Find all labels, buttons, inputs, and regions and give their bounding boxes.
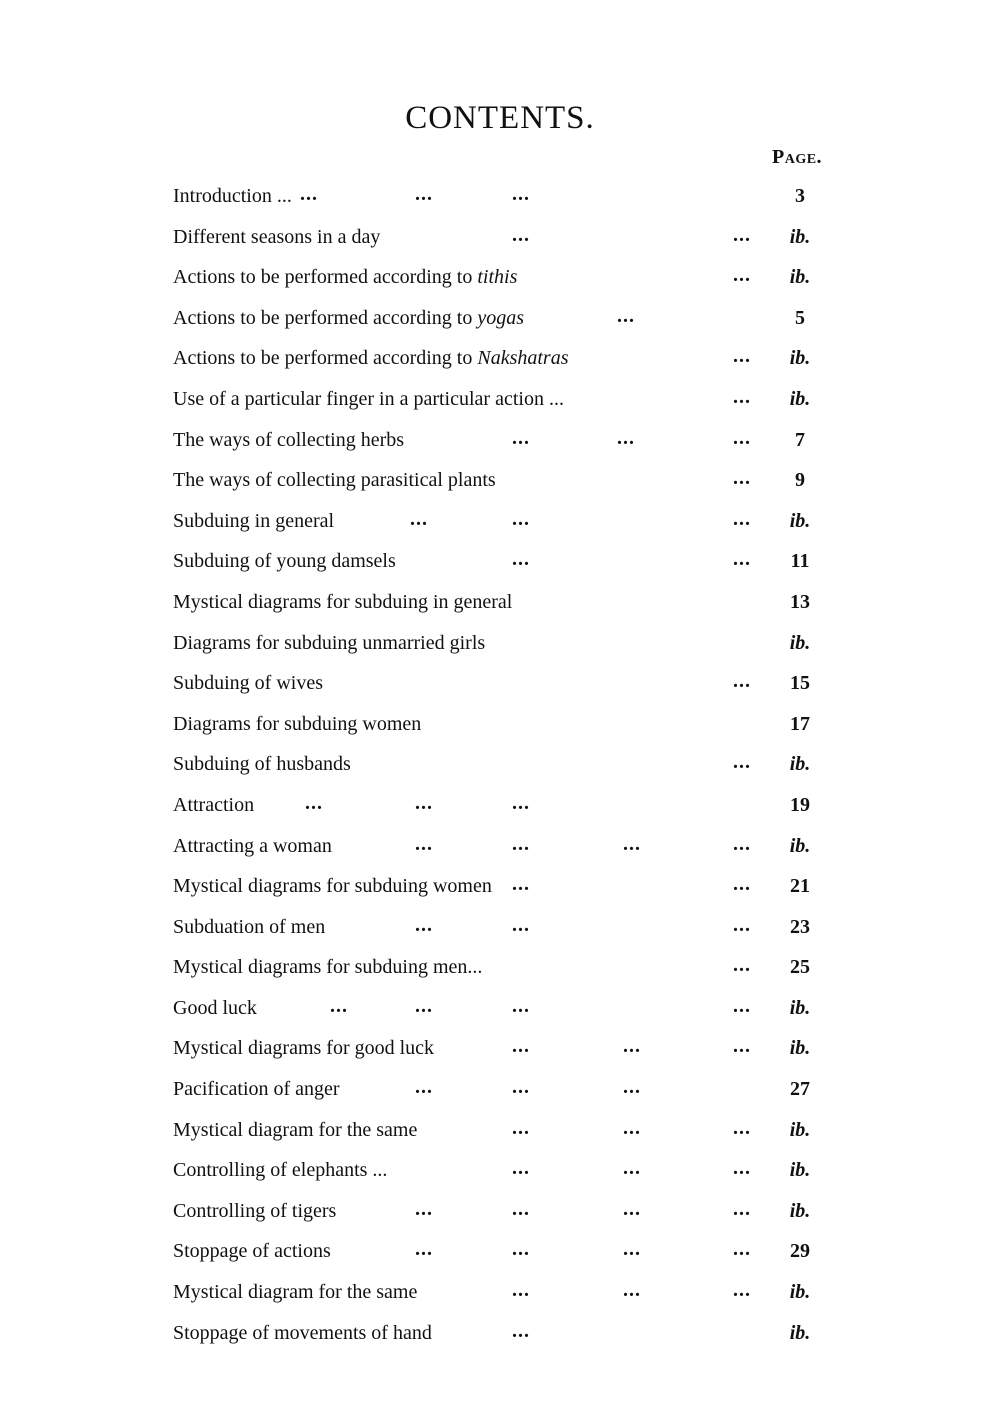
leader-dots: ... [512,1319,530,1342]
toc-page-number: 17 [790,712,810,735]
toc-entry [0,1193,1000,1234]
toc-entry-title [173,909,325,945]
toc-entry-title-text: Use of a particular finger in a particular action ... [173,387,564,410]
toc-entry [0,422,1000,463]
toc-entry-title [173,1233,331,1269]
leader-dots: ... [415,913,433,936]
toc-entry-title [173,584,512,620]
leader-dots: ... [623,1035,641,1058]
leader-dots: ... [512,913,530,936]
toc-page-number: 25 [790,956,810,979]
toc-page-number: ib. [789,509,811,532]
leader-dots: ... [733,1157,751,1180]
leader-dots: ... [415,994,433,1017]
toc-entry-title [173,625,485,661]
leader-dots: ... [512,1035,530,1058]
toc-entry-title-text: Controlling of tigers [173,1199,337,1222]
toc-entry-title-text: Actions to be performed according to [173,347,478,370]
toc-entry [0,828,1000,869]
toc-entry-title-text: Pacification of anger [173,1078,340,1101]
toc-entry-title [173,543,396,579]
toc-entry [0,787,1000,828]
toc-entry-title [173,1193,336,1229]
leader-dots: ... [512,994,530,1017]
leader-dots: ... [733,670,751,693]
toc-entry [0,746,1000,787]
toc-entry-title-text: Subduing in general [173,509,335,532]
leader-dots: ... [415,791,433,814]
toc-entry-title [173,1315,432,1351]
leader-dots: ... [733,913,751,936]
toc-page-number: 29 [790,1240,810,1263]
leader-dots: ... [512,1197,530,1220]
toc-entry-title-text: Actions to be performed according to [173,266,478,289]
toc-entry-title-text: Different seasons in a day [173,225,381,248]
toc-entry [0,868,1000,909]
toc-entry-title-text: Mystical diagrams for subduing in general [173,590,513,613]
toc-entry-title-text: Subduation of men [173,915,326,938]
leader-dots: ... [415,183,433,205]
leader-dots: ... [512,548,530,571]
leader-dots: ... [512,1157,530,1180]
toc-page-number: ib. [789,1281,811,1304]
leader-dots: ... [733,223,751,246]
toc-entry-title-text: Attracting a woman [173,834,332,857]
leader-dots: ... [512,832,530,855]
toc-entry-title-text: Stoppage of movements of hand [173,1321,432,1344]
toc-entry-title [173,1030,434,1066]
toc-page-number: 15 [790,672,810,695]
leader-dots: ... [330,994,348,1017]
toc-entry-title [173,178,292,214]
leader-dots: ... [733,1238,751,1261]
leader-dots: ... [300,183,318,205]
leader-dots: ... [512,1076,530,1099]
toc-page-number: ib. [789,834,811,857]
toc-entry [0,543,1000,584]
toc-page-number: ib. [789,996,811,1019]
toc-entry-title-text: Diagrams for subduing unmarried girls [173,631,486,654]
toc-entry [0,503,1000,544]
leader-dots: ... [512,183,530,205]
toc-entry-title-text: Introduction ... [173,185,292,207]
toc-entry-title-text: The ways of collecting herbs [173,428,405,451]
toc-entry [0,219,1000,260]
toc-entry-title [173,340,568,376]
toc-entry-title [173,300,524,336]
toc-entry-title [173,503,334,539]
leader-dots: ... [512,507,530,530]
toc-entry-title-italic: yogas [477,306,525,329]
toc-entry [0,909,1000,950]
leader-dots: ... [733,832,751,855]
toc-page-number: ib. [789,225,811,248]
toc-entry-title [173,381,564,417]
leader-dots: ... [512,1238,530,1261]
page-column-heading: Page. [772,146,823,168]
leader-dots: ... [733,1279,751,1302]
toc-page-number: ib. [789,1321,811,1344]
leader-dots: ... [733,1197,751,1220]
toc-entry [0,381,1000,422]
toc-entry-title-text: Mystical diagrams for good luck [173,1037,435,1060]
leader-dots: ... [733,345,751,368]
toc-page-number: ib. [789,1199,811,1222]
toc-page-number: ib. [789,347,811,370]
leader-dots: ... [415,832,433,855]
leader-dots: ... [512,873,530,896]
toc-entry-title [173,422,404,458]
toc-entry-title-text: Mystical diagram for the same [173,1281,418,1304]
toc-page-number: 27 [790,1078,810,1101]
toc-entry-title-text: Controlling of elephants ... [173,1159,388,1182]
toc-entry [0,1233,1000,1274]
toc-page-number: ib. [789,1159,811,1182]
toc-entry-title [173,1112,417,1148]
toc-entry [0,949,1000,990]
toc-page-number: 21 [790,875,810,898]
toc-entry-title [173,706,421,742]
toc-entry-title-text: Mystical diagrams for subduing women [173,875,492,898]
toc-page-number: 23 [790,915,810,938]
toc-entry-title [173,787,254,823]
leader-dots: ... [305,791,323,814]
toc-page-number: ib. [789,1037,811,1060]
leader-dots: ... [733,954,751,977]
toc-page-number: 3 [795,185,805,207]
leader-dots: ... [733,385,751,408]
leader-dots: ... [512,1116,530,1139]
leader-dots: ... [733,873,751,896]
toc-entry [0,1112,1000,1153]
toc-entry [0,259,1000,300]
toc-entry [0,706,1000,747]
toc-entry-title-text: Diagrams for subduing women [173,712,422,735]
toc-entry-title-text: Stoppage of actions [173,1240,331,1263]
toc-entry [0,1030,1000,1071]
toc-entry-title [173,1071,340,1107]
toc-page-number: 5 [795,306,805,329]
toc-entry-title-text: Subduing of husbands [173,753,351,776]
leader-dots: ... [733,1035,751,1058]
toc-entry-title-text: Mystical diagram for the same [173,1118,418,1141]
leader-dots: ... [512,1279,530,1302]
leader-dots: ... [733,548,751,571]
toc-page-number: ib. [789,387,811,410]
toc-entry [0,625,1000,666]
leader-dots: ... [733,467,751,490]
toc-page-number: 19 [790,793,810,816]
contents-list [0,178,1000,1355]
toc-entry-title [173,949,482,985]
toc-entry [0,1315,1000,1356]
toc-entry [0,1274,1000,1315]
leader-dots: ... [623,832,641,855]
toc-page-number: ib. [789,1118,811,1141]
toc-entry [0,990,1000,1031]
toc-entry-title [173,665,323,701]
toc-page-number: ib. [789,266,811,289]
toc-entry-title-italic: tithis [477,266,518,289]
toc-page-number: 7 [795,428,805,451]
toc-entry [0,584,1000,625]
leader-dots: ... [617,426,635,449]
leader-dots: ... [410,507,428,530]
toc-entry-title [173,259,517,295]
toc-entry [0,1152,1000,1193]
toc-entry-title [173,1274,417,1310]
page-title: CONTENTS. [405,100,595,137]
leader-dots: ... [512,426,530,449]
leader-dots: ... [733,751,751,774]
leader-dots: ... [733,426,751,449]
toc-entry-title-text: Subduing of young damsels [173,550,396,573]
toc-entry-title [173,1152,387,1188]
leader-dots: ... [623,1279,641,1302]
leader-dots: ... [415,1076,433,1099]
toc-entry-title [173,746,351,782]
leader-dots: ... [415,1197,433,1220]
toc-entry-title [173,868,492,904]
leader-dots: ... [512,791,530,814]
leader-dots: ... [623,1116,641,1139]
toc-entry-title [173,990,257,1026]
leader-dots: ... [623,1197,641,1220]
leader-dots: ... [733,994,751,1017]
toc-entry-title [173,462,496,498]
toc-page-number: ib. [789,631,811,654]
toc-entry [0,1071,1000,1112]
toc-page-number: 13 [790,590,810,613]
toc-entry-title [173,828,332,864]
leader-dots: ... [415,1238,433,1261]
toc-entry [0,178,1000,219]
toc-page-number: 11 [790,550,810,573]
toc-entry-title-italic: Nakshatras [477,347,569,370]
leader-dots: ... [623,1238,641,1261]
leader-dots: ... [623,1076,641,1099]
toc-entry [0,300,1000,341]
leader-dots: ... [733,264,751,287]
leader-dots: ... [623,1157,641,1180]
toc-entry-title-text: Subduing of wives [173,672,323,695]
toc-entry-title-text: The ways of collecting parasitical plants [173,469,496,492]
toc-entry [0,340,1000,381]
toc-entry-title-text: Mystical diagrams for subduing men... [173,956,483,979]
toc-entry-title-text: Attraction [173,793,255,816]
toc-entry [0,665,1000,706]
toc-entry-title-text: Good luck [173,996,257,1019]
leader-dots: ... [512,223,530,246]
toc-entry [0,462,1000,503]
leader-dots: ... [733,1116,751,1139]
leader-dots: ... [617,304,635,327]
leader-dots: ... [733,507,751,530]
toc-page-number: ib. [789,753,811,776]
toc-entry-title [173,219,380,255]
toc-entry-title-text: Actions to be performed according to [173,306,478,329]
toc-page-number: 9 [795,469,805,492]
